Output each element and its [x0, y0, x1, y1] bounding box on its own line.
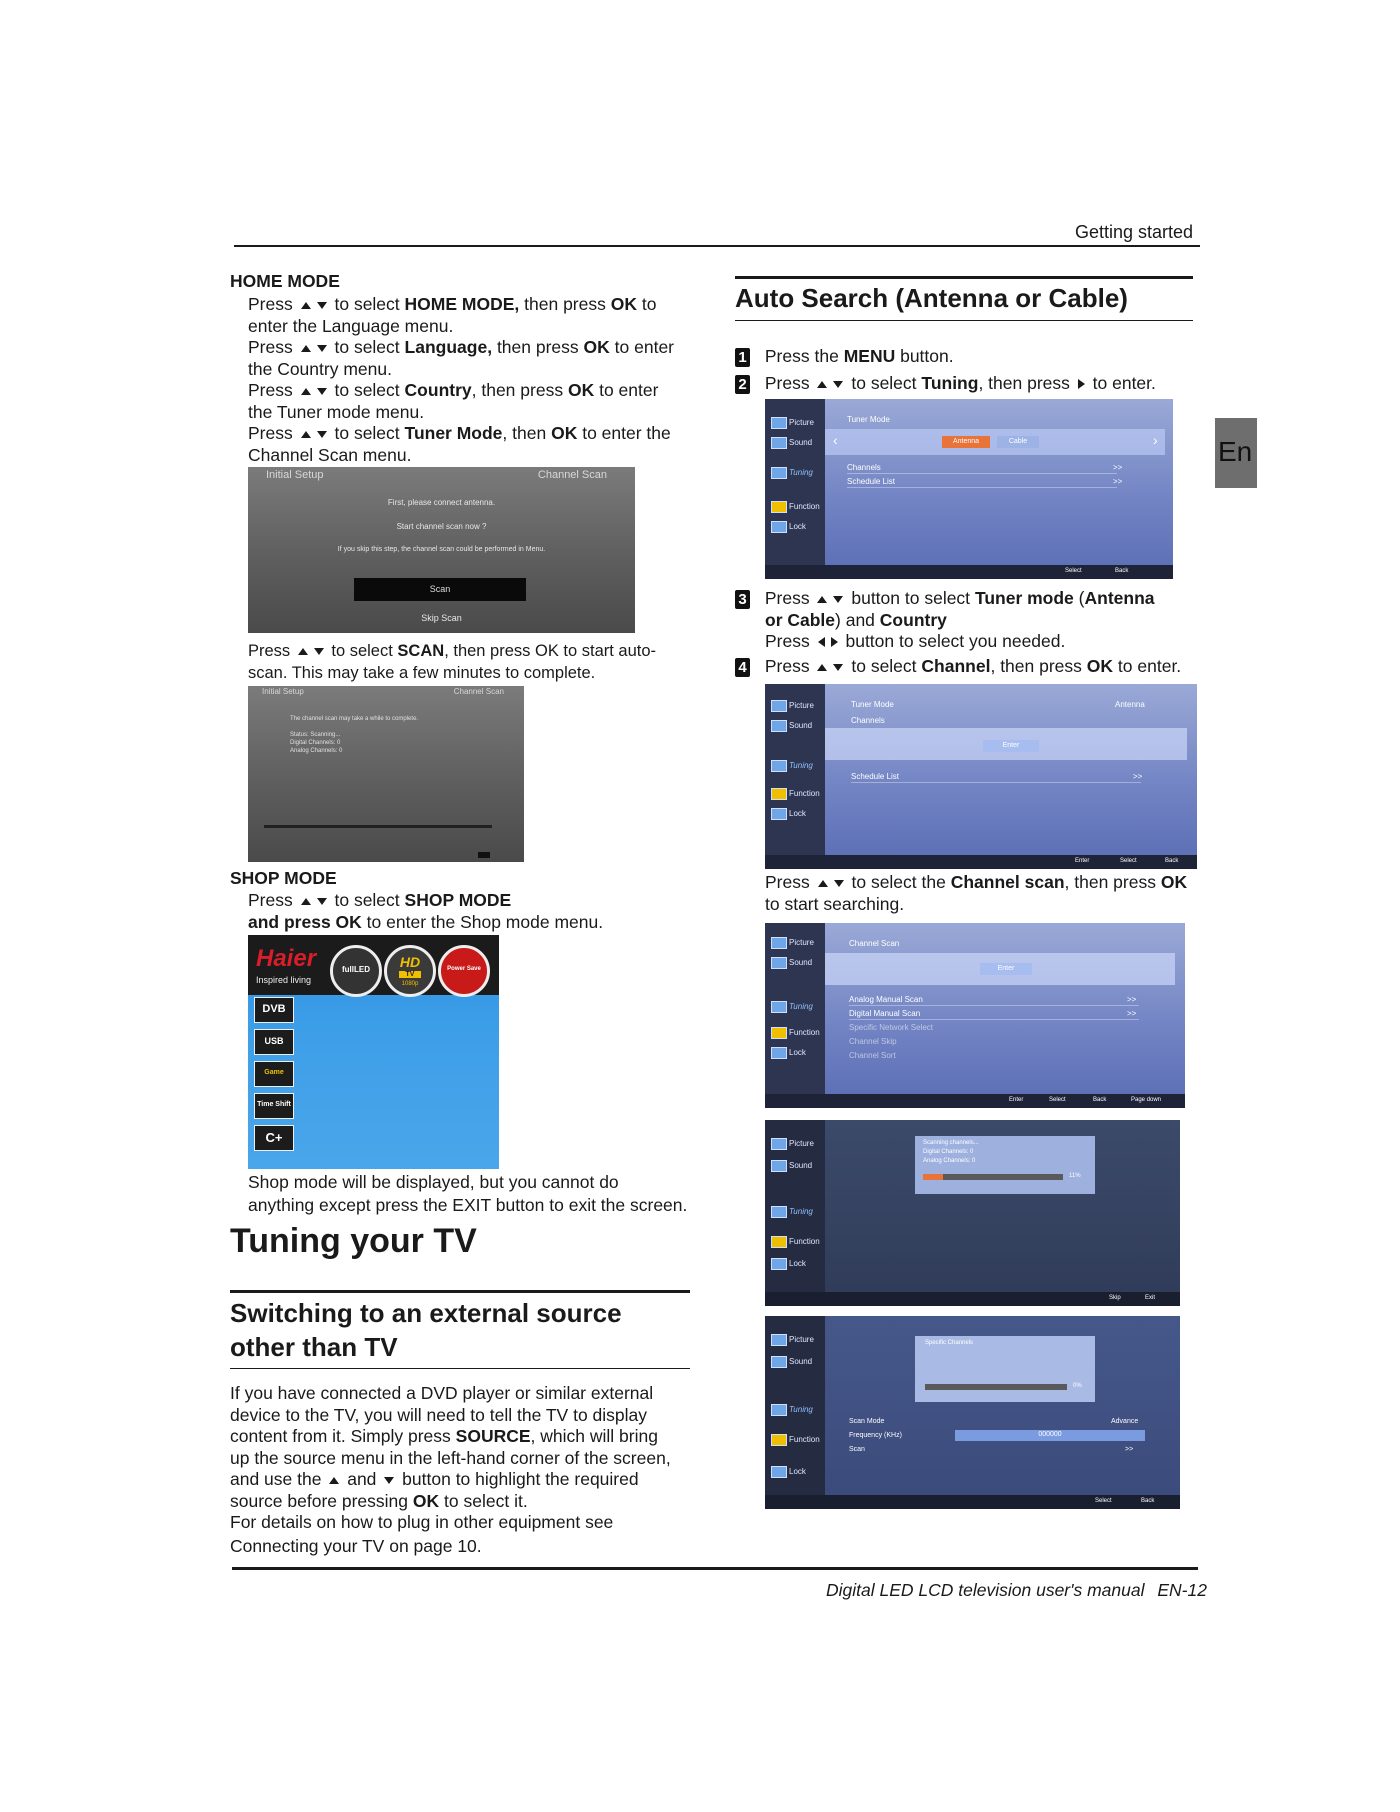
menu1-schedule-arrow: >>: [1113, 477, 1123, 486]
feature-icon-dvb: DVB: [254, 997, 294, 1023]
shot1-left-title: Initial Setup: [266, 469, 324, 481]
menu3-side-sound: Sound: [771, 957, 812, 969]
language-tab-label: En: [1218, 436, 1253, 467]
shot2-progress-bar: [264, 825, 492, 828]
picture-icon: [771, 1334, 787, 1346]
right-arrow-icon: [831, 637, 838, 647]
tuning-icon: [771, 1001, 787, 1013]
down-arrow-icon: [833, 381, 843, 388]
down-arrow-icon: [317, 388, 327, 395]
menu2-channels-label: Channels: [851, 716, 885, 725]
left-arrow-icon: [818, 637, 825, 647]
down-arrow-icon: [833, 596, 843, 603]
power-save-badge: [438, 945, 490, 997]
shop-line-2: and press OK to enter the Shop mode menu.: [248, 911, 604, 932]
shop-line-1: Press to select SHOP MODE: [248, 890, 512, 910]
shop-mode-title: SHOP MODE: [230, 868, 337, 888]
skip-scan-button[interactable]: Skip Scan: [421, 613, 462, 623]
menu2-tuner-value: Antenna: [1115, 700, 1145, 709]
frequency-input-value: 000000: [1038, 1431, 1062, 1438]
home-line-2b: the Country menu.: [248, 358, 392, 379]
analog-manual-scan-arrow: >>: [1127, 995, 1137, 1004]
hd-badge-label: HD: [399, 954, 421, 970]
tv-badge-label: TV: [399, 971, 421, 978]
up-arrow-icon: [301, 302, 311, 309]
step-5-line-2: to start searching.: [765, 893, 905, 914]
menu4-side-picture: Picture: [771, 1138, 814, 1150]
picture-icon: [771, 700, 787, 712]
lock-icon: [771, 521, 787, 533]
menu1-row-line-2: [847, 487, 1117, 488]
menu1-side-lock: Lock: [771, 521, 806, 533]
menu4-progress-percent: 11%: [1069, 1173, 1081, 1179]
down-arrow-icon: [833, 664, 843, 671]
page-number: EN-12: [1157, 1580, 1207, 1600]
home-line-1: Press to select HOME MODE, then press OK to: [248, 294, 657, 314]
scan-label[interactable]: Scan: [849, 1446, 865, 1453]
down-arrow-icon: [834, 880, 844, 887]
header-section: Getting started: [1075, 222, 1194, 242]
menu2-schedule[interactable]: Schedule List: [851, 772, 900, 781]
menu1-selector-band: [825, 429, 1165, 455]
home-line-1b: enter the Language menu.: [248, 315, 454, 336]
footer-title: Digital LED LCD television user's manual: [826, 1580, 1145, 1600]
tuning-bottom-rule: [230, 1368, 690, 1369]
menu2-hint-select: Select: [1120, 858, 1137, 864]
full-led-badge-label: fullLED: [342, 965, 370, 974]
scan-line-2: scan. This may take a few minutes to complete.: [248, 663, 596, 682]
menu3-side-picture: Picture: [771, 937, 814, 949]
menu1-side-tuning: Tuning: [771, 467, 813, 479]
menu3-hint-select: Select: [1049, 1097, 1066, 1103]
step-1-number: 1: [735, 348, 750, 367]
scan-mode-value: Advance: [1111, 1418, 1139, 1425]
menu4-progress-bar: [923, 1174, 1063, 1180]
digital-manual-scan-arrow: >>: [1127, 1009, 1137, 1018]
menu4-sidebar: [765, 1120, 825, 1292]
menu5-progress-bar: [925, 1384, 1067, 1390]
hd-tv-badge: [384, 945, 436, 997]
menu3-side-tuning: Tuning: [771, 1001, 813, 1013]
star-icon: [771, 1027, 787, 1039]
shot1-line-1: First, please connect antenna.: [387, 498, 496, 507]
1080p-badge-label: 1080p: [401, 981, 419, 987]
initial-setup-screenshot: [248, 467, 635, 633]
shot2-line-4: Analog Channels: 0: [290, 748, 343, 754]
step-1: 1 Press the MENU button.: [735, 346, 1195, 368]
footer: [826, 1580, 1207, 1601]
step-3-line-1: 3 Press button to select Tuner mode (Antenna: [735, 588, 1195, 610]
menu5-progress-dialog: [915, 1336, 1095, 1402]
menu4-line-1: Scanning channels...: [923, 1140, 979, 1146]
menu2-side-tuning: Tuning: [771, 760, 813, 772]
menu3-hint-enter: Enter: [1009, 1097, 1024, 1103]
menu5-hint-select: Select: [1095, 1498, 1112, 1504]
menu5-sidebar: [765, 1316, 825, 1495]
menu5-hint-bar: [765, 1495, 1180, 1509]
menu1-hint-back: Back: [1115, 568, 1129, 574]
tuning-top-rule: [230, 1290, 690, 1293]
menu5-progress-percent: 0%: [1073, 1383, 1082, 1389]
language-tab: [1215, 418, 1257, 488]
home-line-4: Press to select Tuner Mode, then OK to enter the: [248, 423, 671, 443]
menu3-enter-button[interactable]: Enter: [980, 963, 1032, 975]
menu2-hint-enter: Enter: [1075, 858, 1090, 864]
home-mode-instructions: [248, 294, 700, 466]
menu1-channels[interactable]: Channels: [847, 463, 881, 472]
menu5-side-tuning: Tuning: [771, 1404, 813, 1416]
menu3-hint-bar: [765, 1094, 1185, 1108]
channel-scan-menu-screenshot: [765, 923, 1185, 1108]
menu4-hint-bar: [765, 1292, 1180, 1306]
menu4-line-3: Analog Channels: 0: [923, 1158, 976, 1164]
step-3-number: 3: [735, 590, 750, 609]
menu5-side-sound: Sound: [771, 1356, 812, 1368]
right-arrow-icon: [1078, 379, 1085, 389]
up-arrow-icon: [818, 880, 828, 887]
tuning-line-3: content from it. Simply press SOURCE, which will bring: [230, 1426, 658, 1446]
brand-logo: Haier: [256, 945, 317, 972]
menu5-side-picture: Picture: [771, 1334, 814, 1346]
tuning-line-2: device to the TV, you will need to tell the TV to display: [230, 1404, 648, 1425]
menu2-side-function: Function: [771, 788, 820, 800]
sound-icon: [771, 957, 787, 969]
sound-icon: [771, 1356, 787, 1368]
menu1-left-chevron: ‹: [833, 432, 838, 448]
full-led-badge: [330, 945, 382, 997]
tuning-icon: [771, 1404, 787, 1416]
shot2-footer-block: [478, 852, 490, 858]
channel-scan-progress-screenshot: [248, 686, 524, 862]
power-save-badge-label: Power Save: [447, 966, 481, 972]
shop-note-line-1: Shop mode will be displayed, but you cannot do: [248, 1172, 619, 1192]
menu2-hint-bar: [765, 855, 1197, 869]
step-4-number: 4: [735, 658, 750, 677]
auto-search-title: Auto Search (Antenna or Cable): [735, 283, 1128, 313]
menu4-side-lock: Lock: [771, 1258, 806, 1270]
shot2-line-2: Status: Scanning...: [290, 732, 341, 738]
channels-menu-screenshot: [765, 684, 1197, 869]
analog-manual-scan[interactable]: Analog Manual Scan: [849, 995, 923, 1004]
down-arrow-icon: [317, 431, 327, 438]
menu4-side-sound: Sound: [771, 1160, 812, 1172]
home-line-3: Press to select Country, then press OK to enter: [248, 380, 659, 400]
menu5-side-lock: Lock: [771, 1466, 806, 1478]
step-4: 4 Press to select Channel, then press OK to enter.: [735, 656, 1200, 678]
menu5-side-function: Function: [771, 1434, 820, 1446]
footer-rule: [232, 1567, 1198, 1570]
step-3: [735, 588, 1195, 653]
header-rule: [234, 245, 1200, 247]
star-icon: [771, 1434, 787, 1446]
scan-arrow: >>: [1125, 1446, 1134, 1453]
up-arrow-icon: [301, 345, 311, 352]
menu1-channels-arrow: >>: [1113, 463, 1123, 472]
menu5-dialog-title: Specific Channels: [925, 1340, 974, 1346]
menu4-progress-dialog: [915, 1136, 1095, 1194]
down-arrow-icon: [317, 345, 327, 352]
shop-mode-screenshot: [248, 935, 499, 1169]
shot1-line-2: Start channel scan now ?: [396, 522, 487, 531]
menu5-hint-back: Back: [1141, 1498, 1155, 1504]
menu2-tuner-label: Tuner Mode: [851, 700, 894, 709]
scan-instruction: [248, 641, 698, 684]
star-icon: [771, 788, 787, 800]
menu2-sidebar: [765, 684, 825, 855]
shop-mode-instructions: [248, 890, 700, 933]
tuning-line-1: If you have connected a DVD player or similar external: [230, 1383, 654, 1403]
lock-icon: [771, 1047, 787, 1059]
shop-mode-note: [248, 1172, 708, 1216]
menu1-row-line-1: [847, 473, 1117, 474]
picture-icon: [771, 1138, 787, 1150]
tuning-line-4: up the source menu in the left-hand corner of the screen,: [230, 1447, 671, 1468]
tuning-line-8: Connecting your TV on page 10.: [230, 1535, 482, 1556]
feature-icon-ci-plus: C+: [254, 1125, 294, 1151]
shot1-right-title: Channel Scan: [537, 469, 607, 481]
frequency-label: Frequency (KHz): [849, 1432, 902, 1439]
sound-icon: [771, 720, 787, 732]
menu4-side-function: Function: [771, 1236, 820, 1248]
menu4-hint-skip: Skip: [1109, 1295, 1121, 1301]
tuning-paragraph: [230, 1383, 700, 1557]
tuning-icon: [771, 760, 787, 772]
feature-icon-usb: USB: [254, 1029, 294, 1055]
menu3-row-line-2: [849, 1019, 1139, 1020]
menu4-progress-fill: [923, 1174, 943, 1180]
cable-option[interactable]: Cable: [997, 436, 1039, 448]
step-2-number: 2: [735, 375, 750, 394]
shot2-line-3: Digital Channels: 0: [290, 740, 341, 746]
lock-icon: [771, 1466, 787, 1478]
lock-icon: [771, 1258, 787, 1270]
scan-line-1: Press to select SCAN, then press OK to start auto-: [248, 642, 657, 660]
menu1-tuner-label: Tuner Mode: [847, 415, 890, 424]
menu4-line-2: Digital Channels: 0: [923, 1149, 974, 1155]
up-arrow-icon: [301, 898, 311, 905]
menu1-hint-select: Select: [1065, 568, 1082, 574]
sound-icon: [771, 437, 787, 449]
up-arrow-icon: [329, 1477, 339, 1484]
switching-subtitle-line-2: other than TV: [230, 1332, 398, 1362]
down-arrow-icon: [317, 898, 327, 905]
scanning-progress-screenshot: [765, 1120, 1180, 1306]
frequency-input[interactable]: [955, 1430, 1145, 1441]
menu3-title: Channel Scan: [849, 939, 900, 948]
scan-button[interactable]: [354, 578, 526, 601]
menu1-side-function: Function: [771, 501, 820, 513]
specific-channels-screenshot: [765, 1316, 1180, 1509]
switching-subtitle-line-1: Switching to an external source: [230, 1298, 622, 1328]
shot1-line-3: If you skip this step, the channel scan could be performed in Menu.: [337, 546, 546, 553]
auto-search-top-rule: [735, 276, 1193, 279]
switching-subtitle: [230, 1296, 700, 1364]
menu4-hint-exit: Exit: [1145, 1295, 1156, 1301]
specific-network-select: Specific Network Select: [849, 1023, 934, 1032]
menu3-hint-back: Back: [1093, 1097, 1107, 1103]
step-5-line-1: Press to select the Channel scan, then press OK: [765, 872, 1188, 892]
up-arrow-icon: [817, 596, 827, 603]
tuning-icon: [771, 1206, 787, 1218]
menu2-row-line: [851, 782, 1141, 783]
feature-icon-time-shift: Time Shift: [254, 1093, 294, 1119]
shot2-line-1: The channel scan may take a while to complete.: [290, 716, 419, 722]
step-2: 2 Press to select Tuning, then press to enter.: [735, 373, 1195, 395]
down-arrow-icon: [384, 1477, 394, 1484]
scan-button-label: Scan: [429, 584, 451, 594]
down-arrow-icon: [317, 302, 327, 309]
menu2-side-picture: Picture: [771, 700, 814, 712]
tuning-line-5: and use the and button to highlight the required: [230, 1469, 639, 1489]
menu1-side-sound: Sound: [771, 437, 812, 449]
step-3-line-2: or Cable) and Country: [765, 609, 947, 630]
scan-mode-label[interactable]: Scan Mode: [849, 1418, 885, 1425]
menu1-sidebar: [765, 399, 825, 565]
up-arrow-icon: [298, 648, 308, 655]
feature-icon-game: Game: [254, 1061, 294, 1087]
lock-icon: [771, 808, 787, 820]
shot2-right-title: Channel Scan: [453, 687, 504, 696]
menu1-side-picture: Picture: [771, 417, 814, 429]
home-mode-title: HOME MODE: [230, 271, 340, 291]
menu2-schedule-arrow: >>: [1133, 772, 1143, 781]
up-arrow-icon: [817, 664, 827, 671]
step-5: [765, 872, 1200, 915]
menu2-hint-back: Back: [1165, 858, 1179, 864]
picture-icon: [771, 417, 787, 429]
menu2-enter-button[interactable]: Enter: [983, 740, 1039, 752]
menu2-side-lock: Lock: [771, 808, 806, 820]
shop-note-line-2: anything except press the EXIT button to exit the screen.: [248, 1194, 688, 1215]
up-arrow-icon: [301, 388, 311, 395]
menu3-side-lock: Lock: [771, 1047, 806, 1059]
down-arrow-icon: [314, 648, 324, 655]
channel-skip: Channel Skip: [849, 1037, 897, 1046]
menu3-side-function: Function: [771, 1027, 820, 1039]
tuning-icon: [771, 467, 787, 479]
up-arrow-icon: [301, 431, 311, 438]
sound-icon: [771, 1160, 787, 1172]
brand-tagline: Inspired living: [256, 975, 312, 985]
tuning-line-7: For details on how to plug in other equipment see: [230, 1512, 614, 1532]
menu3-sidebar: [765, 923, 825, 1094]
tuning-title: Tuning your TV: [230, 1222, 477, 1260]
antenna-option[interactable]: Antenna: [942, 436, 990, 448]
home-line-2: Press to select Language, then press OK to enter: [248, 337, 675, 357]
picture-icon: [771, 937, 787, 949]
step-3-line-3: Press button to select you needed.: [765, 631, 1066, 651]
up-arrow-icon: [817, 381, 827, 388]
menu1-hint-bar: [765, 565, 1173, 579]
auto-search-bottom-rule: [735, 320, 1193, 321]
tuning-line-6: source before pressing OK to select it.: [230, 1490, 528, 1511]
digital-manual-scan[interactable]: Digital Manual Scan: [849, 1009, 921, 1018]
menu4-side-tuning: Tuning: [771, 1206, 813, 1218]
shot2-left-title: Initial Setup: [262, 687, 304, 696]
star-icon: [771, 1236, 787, 1248]
home-line-4b: Channel Scan menu.: [248, 444, 412, 465]
menu3-row-line-1: [849, 1005, 1139, 1006]
menu2-side-sound: Sound: [771, 720, 812, 732]
star-icon: [771, 501, 787, 513]
home-line-3b: the Tuner mode menu.: [248, 401, 425, 422]
menu1-right-chevron: ›: [1153, 432, 1158, 448]
menu3-hint-page-down: Page down: [1131, 1097, 1162, 1103]
menu1-schedule[interactable]: Schedule List: [847, 477, 896, 486]
channel-sort: Channel Sort: [849, 1051, 896, 1060]
tuner-mode-menu-screenshot: [765, 399, 1173, 579]
